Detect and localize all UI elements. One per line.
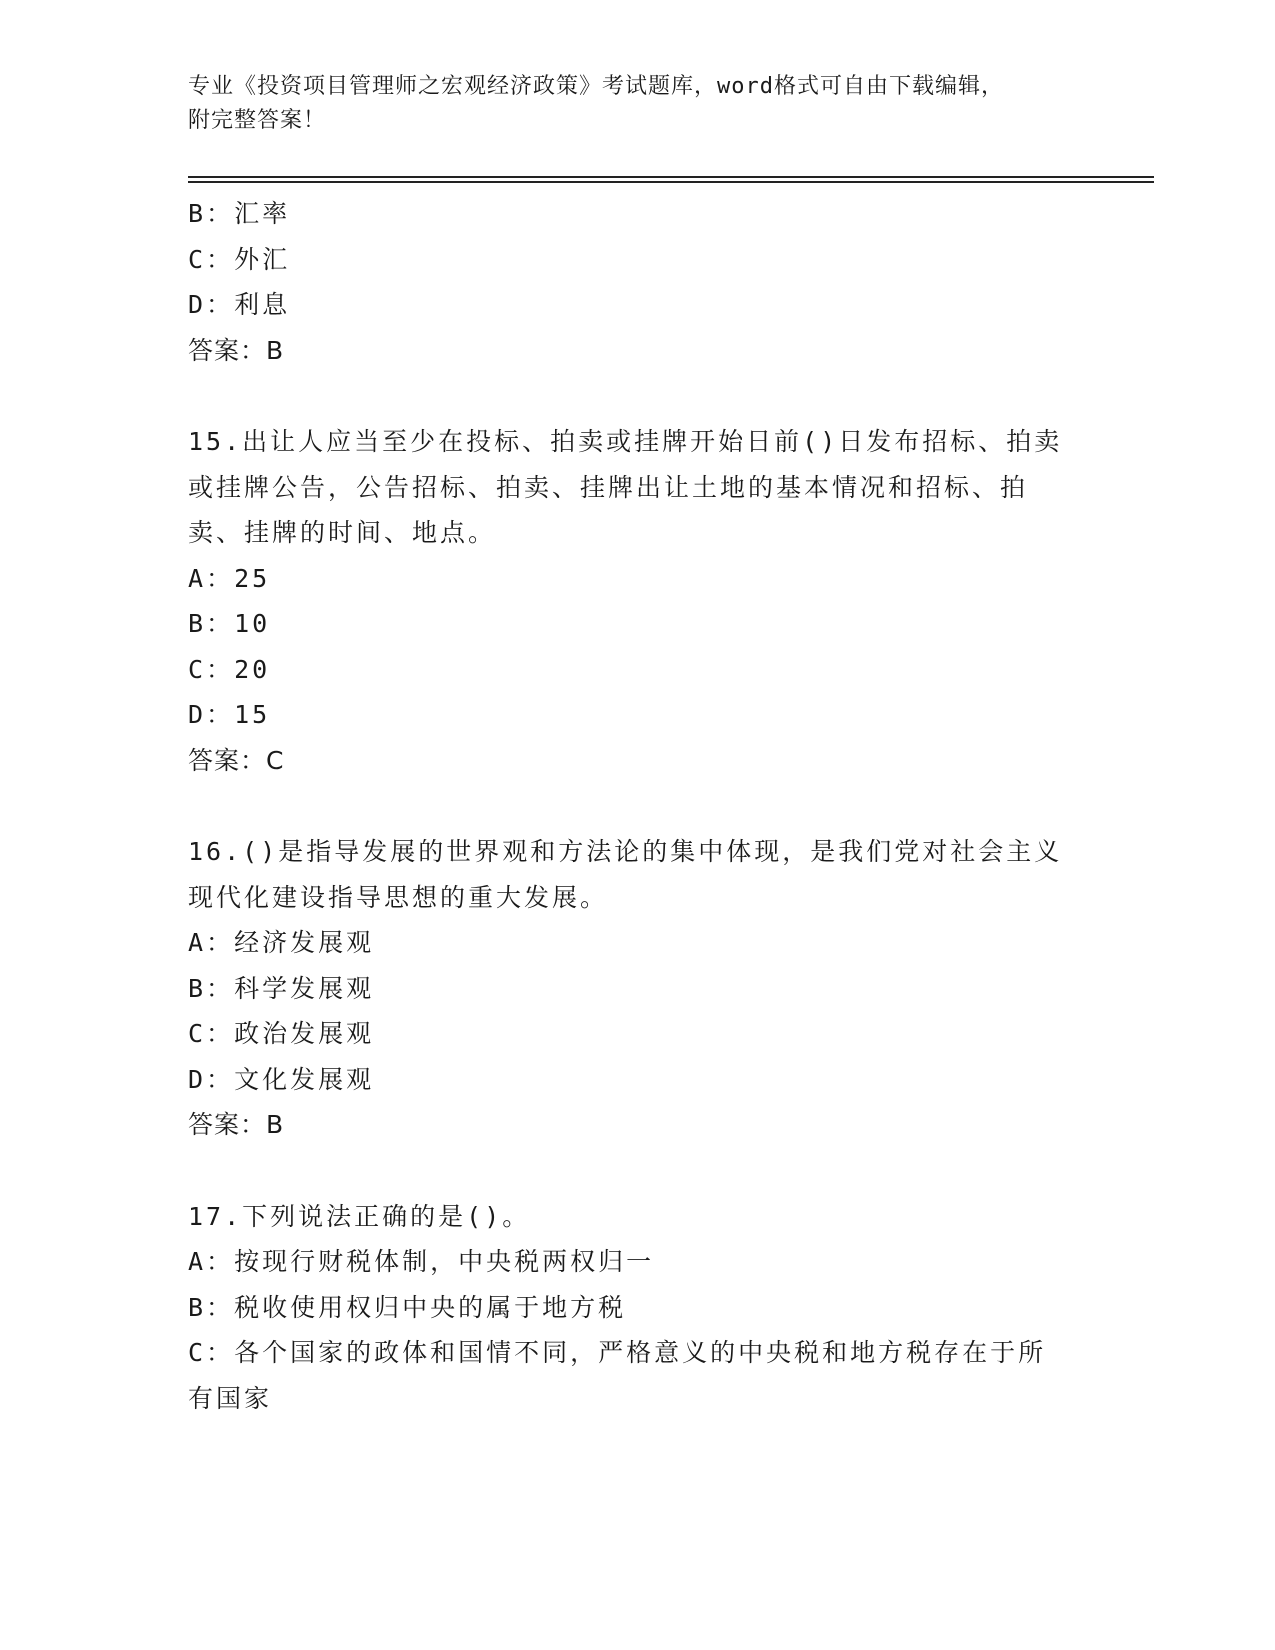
- document-header: [188, 70, 1068, 138]
- rule-bottom: [188, 181, 1154, 183]
- document-page: [188, 70, 1158, 1421]
- option-a: A：25: [188, 563, 271, 593]
- answer-line: 答案：B: [188, 1110, 285, 1139]
- option-c: C：各个国家的政体和国情不同，严格意义的中央税和地方税存在于所: [188, 1338, 1047, 1367]
- option-d: D：利息: [188, 290, 291, 319]
- option-d: D：15: [188, 700, 271, 729]
- option-a: A：经济发展观: [188, 928, 375, 957]
- question-16: [188, 829, 1158, 1148]
- question-list: [188, 191, 1158, 1421]
- option-c: C：20: [188, 654, 271, 684]
- question-text: 16.()是指导发展的世界观和方法论的集中体现，是我们党对社会主义 现代化建设指导思想的重大发展。: [188, 837, 1063, 912]
- header-line-2: 附完整答案！: [188, 108, 327, 133]
- answer-line: 答案：C: [188, 745, 285, 775]
- question-text: 17.下列说法正确的是()。: [188, 1201, 531, 1231]
- option-a: A：按现行财税体制，中央税两权归一: [188, 1247, 655, 1276]
- question-17: [188, 1194, 1158, 1422]
- option-b: B：汇率: [188, 199, 291, 228]
- question-15: [188, 419, 1158, 783]
- rule-top: [188, 176, 1154, 178]
- option-b: B：10: [188, 609, 271, 638]
- option-c: C：外汇: [188, 244, 291, 274]
- option-b: B：科学发展观: [188, 973, 375, 1003]
- option-d: D：文化发展观: [188, 1064, 375, 1094]
- header-line-1: 专业《投资项目管理师之宏观经济政策》考试题库，word格式可自由下载编辑，: [188, 74, 1004, 99]
- answer-line: 答案：B: [188, 335, 285, 365]
- question-text: 15.出让人应当至少在投标、拍卖或挂牌开始日前()日发布招标、拍卖 或挂牌公告，公告招标、拍卖、挂牌出让土地的基本情况和招标、拍 卖、挂牌的时间、地点。: [188, 427, 1063, 547]
- option-b: B：税收使用权归中央的属于地方税: [188, 1292, 627, 1322]
- option-c: C：政治发展观: [188, 1019, 375, 1048]
- option-c-continuation: 有国家: [188, 1383, 273, 1413]
- question-14-partial: [188, 191, 1158, 373]
- header-double-rule: [188, 176, 1154, 183]
